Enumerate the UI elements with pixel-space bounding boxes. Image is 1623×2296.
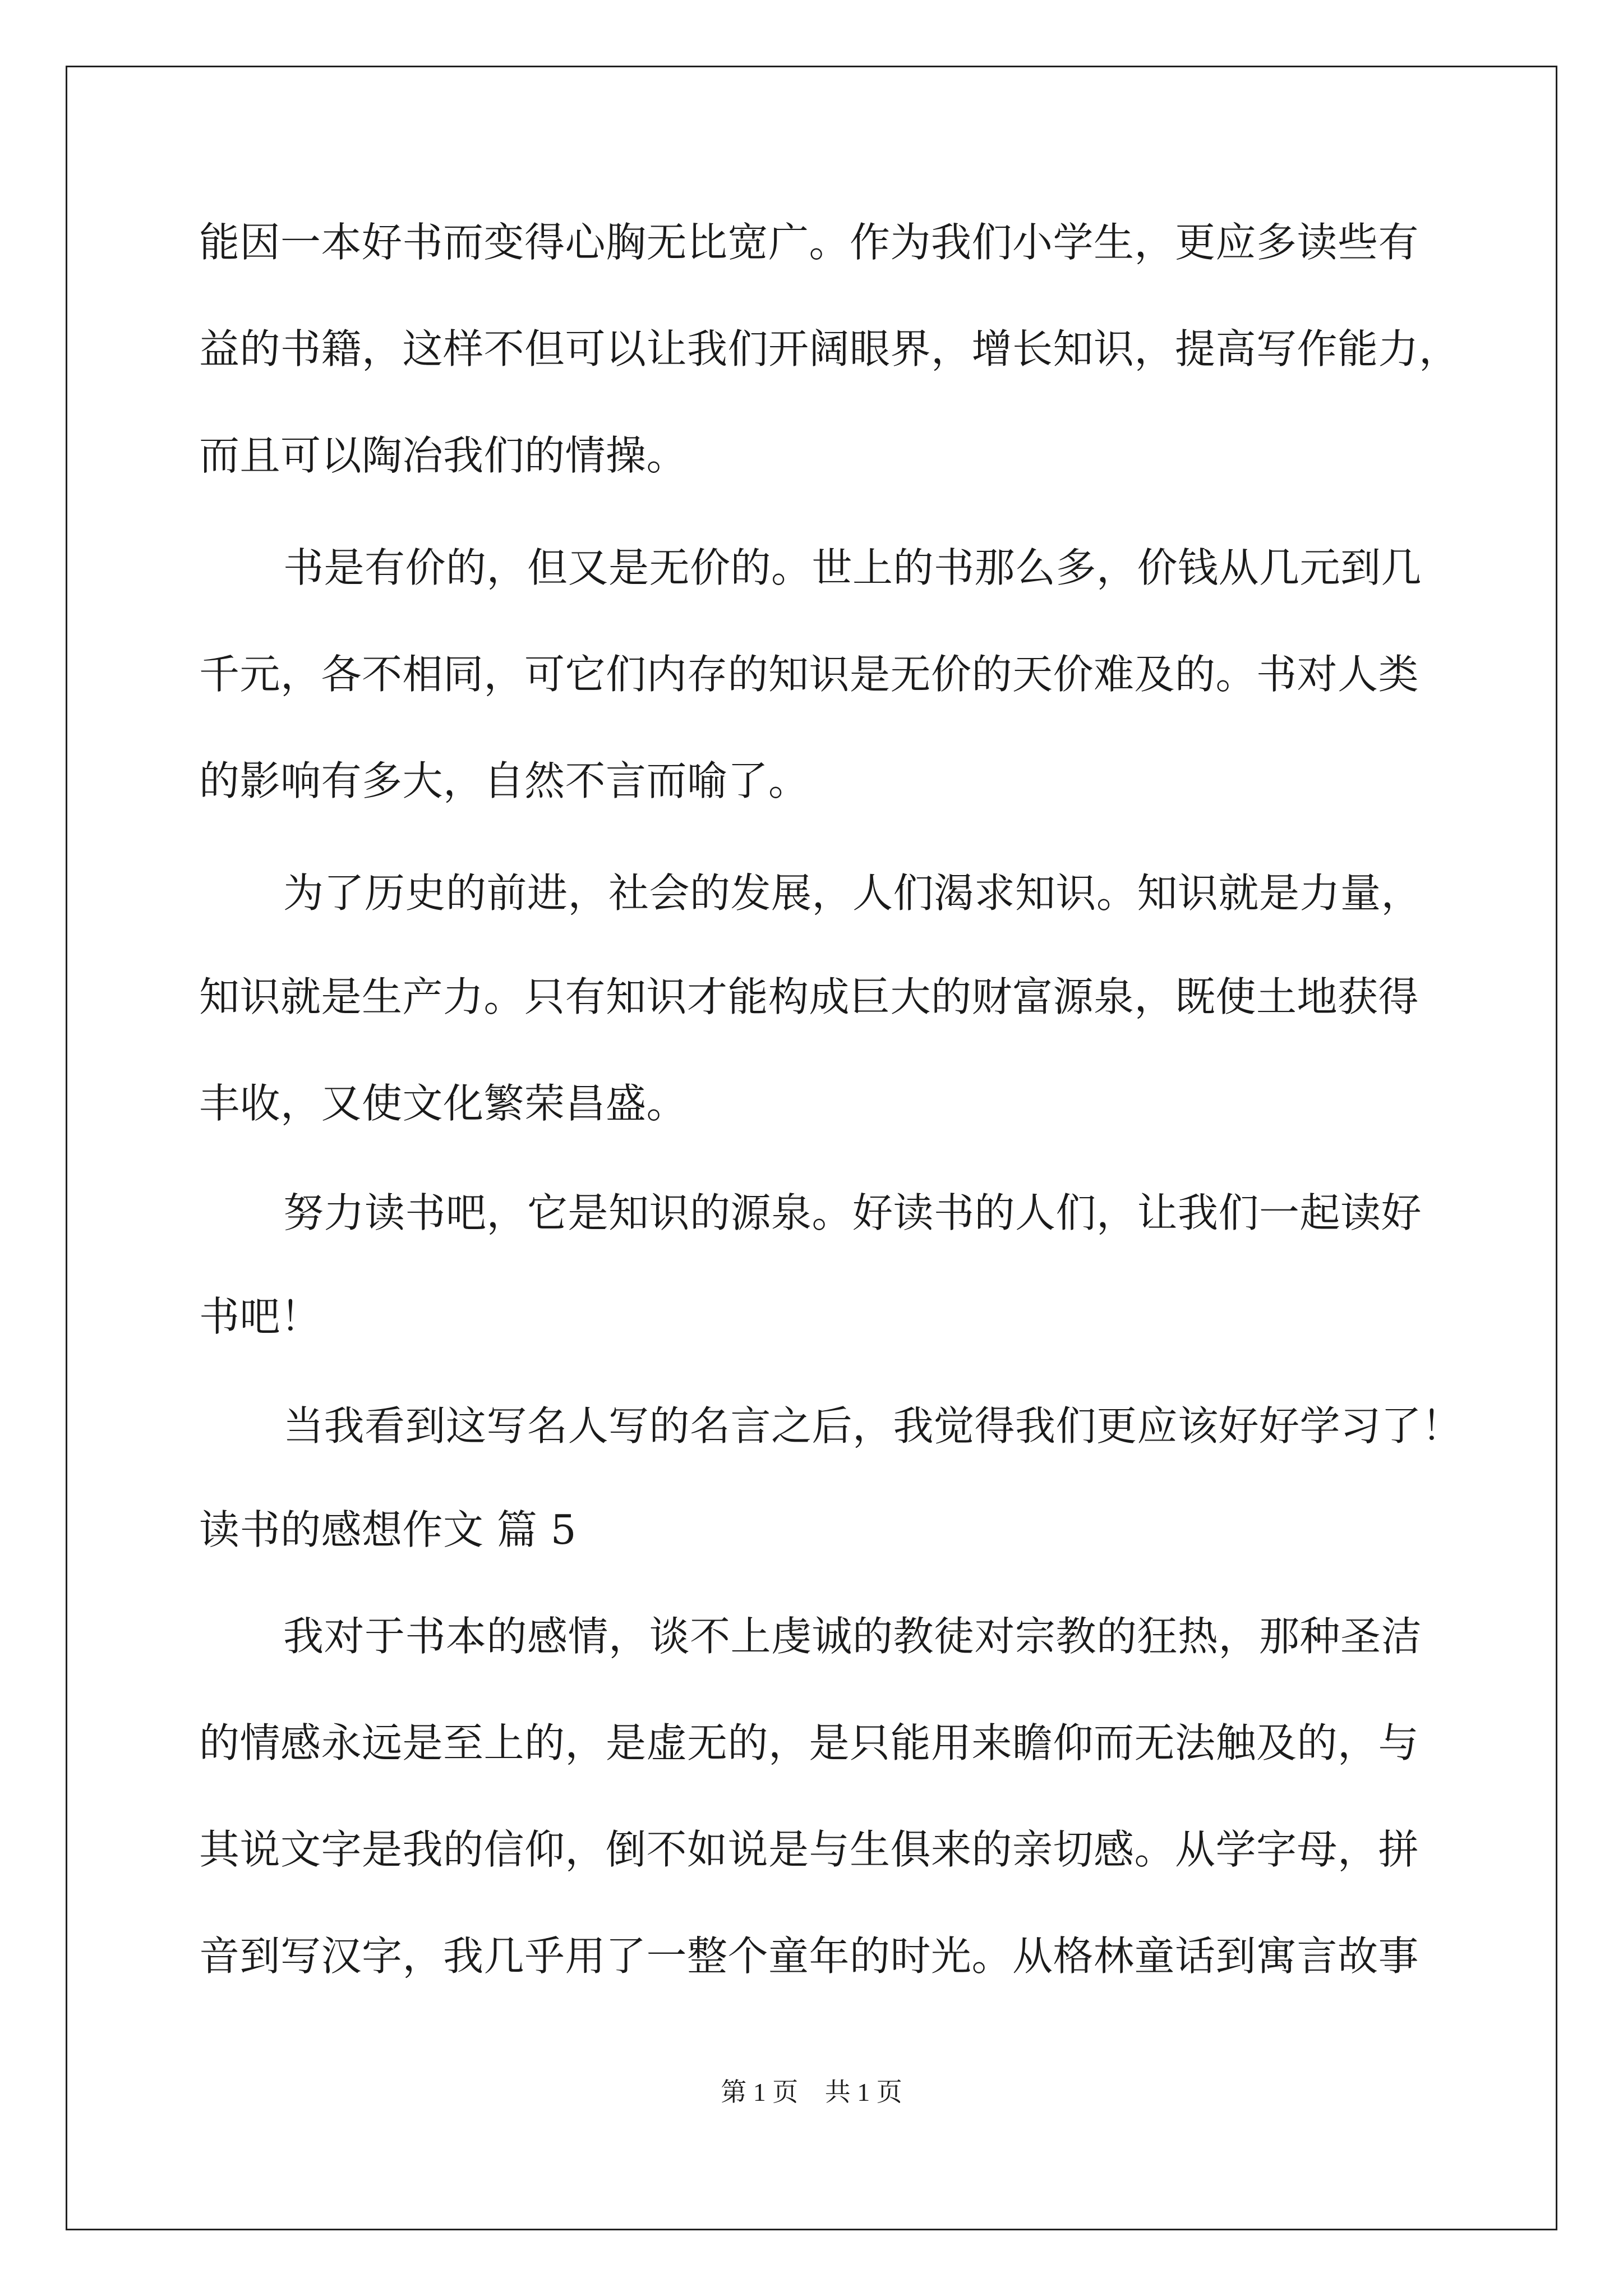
text-line: 书是有价的，但又是无价的。世上的书那么多，价钱从几元到几 [283, 544, 1422, 591]
text-line: 音到写汉字，我几乎用了一整个童年的时光。从格林童话到寓言故事 [199, 1932, 1419, 1980]
text-line: 其说文字是我的信仰，倒不如说是与生俱来的亲切感。从学字母，拼 [199, 1826, 1419, 1873]
text-line: 为了历史的前进，社会的发展，人们渴求知识。知识就是力量， [283, 869, 1422, 917]
text-line: 当我看到这写名人写的名言之后，我觉得我们更应该好好学习了！ [283, 1402, 1463, 1450]
text-line: 益的书籍，这样不但可以让我们开阔眼界，增长知识，提高写作能力， [199, 325, 1460, 372]
text-line: 知识就是生产力。只有知识才能构成巨大的财富源泉，既使土地获得 [199, 973, 1419, 1020]
text-line: 书吧！ [199, 1293, 321, 1340]
text-line: 而且可以陶冶我们的情操。 [199, 432, 688, 479]
text-line: 丰收，又使文化繁荣昌盛。 [199, 1080, 688, 1127]
page-number: 第 1 页 [721, 2078, 799, 2106]
text-line: 我对于书本的感情，谈不上虔诚的教徒对宗教的狂热，那种圣洁 [283, 1613, 1422, 1660]
text-line: 努力读书吧，它是知识的源泉。好读书的人们，让我们一起读好 [283, 1189, 1422, 1236]
text-line: 千元，各不相同，可它们内存的知识是无价的天价难及的。书对人类 [199, 651, 1419, 698]
page-frame [66, 66, 1557, 2230]
text-line: 能因一本好书而变得心胸无比宽广。作为我们小学生，更应多读些有 [199, 219, 1419, 266]
text-line: 的影响有多大，自然不言而喻了。 [199, 757, 809, 804]
text-line: 的情感永远是至上的，是虚无的，是只能用来瞻仰而无法触及的，与 [199, 1719, 1419, 1766]
section-heading: 读书的感想作文 篇 5 [199, 1506, 577, 1553]
page-footer [0, 2076, 1623, 2109]
page-total: 共 1 页 [824, 2078, 902, 2106]
